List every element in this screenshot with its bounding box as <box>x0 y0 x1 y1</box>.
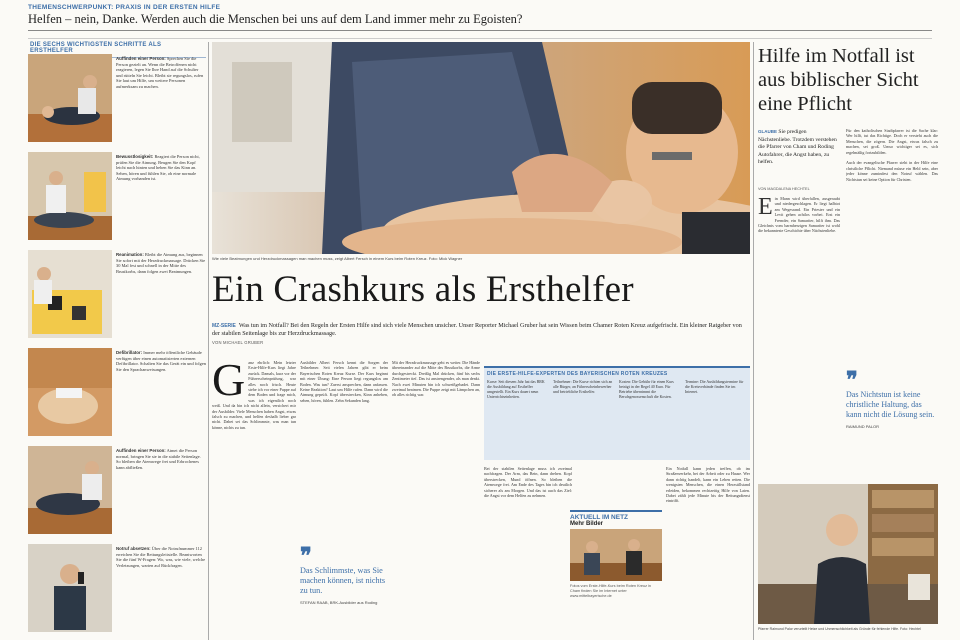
sidebar-column-1 <box>758 196 840 480</box>
masthead <box>28 4 932 27</box>
online-teaser-subheading: Mehr Bilder <box>570 521 604 527</box>
sidebar-photo <box>758 484 938 624</box>
sidebar-dropcap: E <box>758 196 773 220</box>
step-title: Notruf absetzen: <box>116 546 151 551</box>
body-text: Bei der stabilen Seitenlage muss ich zweimal nachfragen. Der Arm, das Bein, dann drehen. Kopf überstrecken, Mund öffnen. So bleiben die Atemwege frei. Am Ende des Tages bin ich deutlich sicherer als am Morgen. Und das ist auch das Ziel: die Angst vor dem Helfen zu nehmen. <box>484 466 572 499</box>
main-photo <box>212 42 750 254</box>
info-box-heading: DIE ERSTE-HILFE-EXPERTEN DES BAYERISCHEN ROTEN KREUZES <box>487 371 668 377</box>
sidebar-body-text: Für den katholischen Stadtpfarrer ist die Sache klar: Wer hilft, tut das Richtige. Doch er versteht auch die Menschen, die zögern. Die Angst, etwas falsch zu machen, sei groß. Umso wichtiger sei es, sich regelmäßig fortzubilden. <box>846 128 938 155</box>
sidebar-photo-caption: Pfarrer Raimund Palor verurteilt Hetze und Unmenschlichkeit als Gründe für fehlende Hilfe. Foto: Hechtel <box>758 627 921 631</box>
sidebar-article-tag: GLAUBE <box>758 129 777 134</box>
step-photo <box>28 250 112 338</box>
online-teaser-text: Fotos vom Erste-Hilfe-Kurs beim Roten Kreuz in Cham finden Sie im Internet unter www.mittelbayerische.de <box>570 584 652 598</box>
step-photo <box>28 348 112 436</box>
sidebar-column-2 <box>846 128 938 364</box>
body-column-4 <box>484 466 572 638</box>
body-text: Ausbilder Albert Fersch kennt die Sorgen der Teilnehmer. Seit vielen Jahren gibt er beim Bayerischen Roten Kreuz Kurse. Der Kurs beginnt mit einer Übung: Eine Person liegt regungslos am Boden. Was tun? Zuerst ansprechen, dann anfassen. Keine Reaktion? Laut um Hilfe rufen. Dann wird die Atmung geprüft. Kopf überstrecken, Kinn anheben, sehen, hören, fühlen. Zehn Sekunden lang. <box>300 360 388 403</box>
masthead-rule <box>28 30 932 31</box>
info-box-item: Teilnehmer: Die Kurse richten sich an alle Bürger, an Führerscheinbewerber und betriebliche Ersthelfer. <box>553 380 613 394</box>
step-photo <box>28 54 112 142</box>
sidebar-pull-quote <box>846 367 938 429</box>
info-box-item: Termine: Die Ausbildungstermine für die Kreisverbände finden Sie im Internet. <box>685 380 744 394</box>
step-description: Sprechen Sie die Person gezielt an. Wenn die Betroffenen nicht reagieren, legen Sie Ihre Hand auf die Schulter und rütteln Sie leicht. Bleibt sie regungslos, rufen Sie laut um Hilfe, um weitere Personen aufmerksam zu machen. <box>116 56 204 89</box>
step-title: Bewusstlosigkeit: <box>116 154 154 159</box>
column-divider <box>208 42 209 640</box>
online-teaser-box <box>570 510 662 634</box>
step-description: Immer mehr öffentliche Gebäude verfügen über einen automatisierten externen Defibrillator. Schalten Sie das Gerät ein und folgen Sie den Sprachanweisungen. <box>116 350 206 372</box>
step-item <box>28 152 206 244</box>
article-headline: Ein Crashkurs als Ersthelfer <box>212 269 634 310</box>
column-divider <box>753 42 754 640</box>
article-byline: VON MICHAEL GRUBER <box>212 340 264 345</box>
body-text: Ein Notfall kann jeden treffen, ob im Straßenverkehr, bei der Arbeit oder zu Hause. Wer dann richtig handelt, kann ein Leben retten. Die wenigsten Menschen, die einen Herzstillstand erleiden, bekommen rechtzeitig Hilfe von Laien. Dabei zählt jede Minute bis der Rettungsdienst eintrifft. <box>666 466 750 504</box>
top-headline: Helfen – nein, Danke. Werden auch die Menschen bei uns auf dem Land immer mehr zu Egoisten? <box>28 12 523 26</box>
pull-quote <box>300 543 388 605</box>
body-column-5 <box>666 466 750 638</box>
step-description: Reagiert die Person nicht, prüfen Sie die Atmung. Beugen Sie den Kopf leicht nach hinten und heben Sie das Kinn an. Sehen, hören und fühlen Sie, ob eine normale Atmung vorhanden ist. <box>116 154 200 182</box>
step-item <box>28 250 206 342</box>
step-item <box>28 348 206 440</box>
step-photo <box>28 152 112 240</box>
pull-quote-author: STEFAN RAAB, BRK-Ausbilder aus Roding <box>300 600 378 605</box>
step-description: Bleibt die Atmung aus, beginnen Sie sofort mit der Herzdruckmassage. Drücken Sie 30 Mal fest und schnell in der Mitte des Brustkorbs, dann folgen zwei Beatmungen. <box>116 252 206 274</box>
sidebar-article-teaser <box>758 128 840 167</box>
quote-mark-icon: ❞ <box>300 543 312 568</box>
pull-quote-text: Das Schlimmste, was Sie machen können, ist nichts zu tun. <box>300 566 386 595</box>
dropcap: G <box>212 360 246 405</box>
body-column-3 <box>392 360 480 638</box>
step-description: Über die Notrufnummer 112 erreichen Sie die Rettungsleitstelle. Beantworten Sie die fünf W-Fragen: Wo, was, wie viele, welche Verletzungen, warten auf Rückfragen. <box>116 546 206 568</box>
step-title: Defibrillator: <box>116 350 143 355</box>
body-text: anz ehrlich: Mein letzter Erste-Hilfe-Kurs liegt Jahre zurück. Damals, kurz vor der Führerscheinprüfung, war alles noch frisch. Heute stehe ich vor einer Puppe auf dem Boden und frage mich, was ich eigentlich noch weiß. Und da bin ich nicht allein, versichert mir der Ausbilder. Viele Menschen haben Angst, etwas falsch zu machen, und helfen deshalb lieber gar nicht. Dabei sei das Schlimmste, was man tun könne, nichts zu tun. <box>212 360 296 430</box>
sidebar-teaser-text: Sie predigen Nächstenliebe. Trotzdem verstehen die Pfarrer von Cham und Roding Autofahrer, die Angst haben, zu helfen. <box>758 129 837 165</box>
info-box-item: Kosten: Die Gebühr für einen Kurs beträgt in der Regel 40 Euro. Für Betriebe übernimmt die Berufsgenossenschaft die Kosten. <box>619 380 674 399</box>
online-teaser-photo <box>570 529 662 581</box>
series-tag: MZ-SERIE <box>212 323 236 329</box>
sidebar-article-byline: VON MAGDALENA HECHTEL <box>758 187 810 191</box>
body-column-2 <box>300 360 388 544</box>
teaser-text: Was tun im Notfall? Bei den Regeln der Ersten Hilfe sind sich viele Menschen unsicher. Unser Reporter Michael Gruber hat sein Wissen beim Chamer Roten Kreuz aufgefrischt. Ein kleiner Ratgeber von der stabilen Seitenlage bis zur Herzdruckmassage. <box>212 322 742 337</box>
sidebar-pull-quote-author: RAIMUND PALOR <box>846 424 880 429</box>
sidebar-body-text: Auch der evangelische Pfarrer sieht in der Hilfe eine christliche Pflicht. Niemand müsse ein Held sein, aber jeder könne zumindest den Notruf wählen. Das Nichtstun sei keine Option für Christen. <box>846 160 938 182</box>
step-item <box>28 544 206 636</box>
sidebar-pull-quote-text: Das Nichtstun ist keine christliche Haltung, das kann nicht die Lösung sein. <box>846 390 935 419</box>
step-title: Auffinden einer Person: <box>116 448 166 453</box>
steps-heading: DIE SECHS WICHTIGSTEN SCHRITTE ALS ERSTHELFER <box>28 42 206 58</box>
article-teaser <box>212 322 750 347</box>
online-teaser-heading: AKTUELL IM NETZ <box>570 514 629 521</box>
step-description: Atmet die Person normal, bringen Sie sie in die stabile Seitenlage. So bleiben die Atemwege frei und Erbrochenes kann abfließen. <box>116 448 201 470</box>
body-column-1 <box>212 360 296 638</box>
step-title: Reanimation: <box>116 252 144 257</box>
masthead-rule-2 <box>28 38 932 39</box>
step-item <box>28 54 206 146</box>
step-item <box>28 446 206 538</box>
photo-caption: Wie viele Beatmungen und Herzdruckmassagen man machen muss, zeigt Albert Fersch in einem Kurs beim Roten Kreuz. Foto: Mick Wagner <box>212 256 463 261</box>
step-title: Auffinden einer Person: <box>116 56 166 61</box>
sidebar-article-headline: Hilfe im Notfall ist aus biblischer Sicht eine Pflicht <box>758 45 919 115</box>
section-kicker: THEMENSCHWERPUNKT: PRAXIS IN DER ERSTEN HILFE <box>28 4 221 11</box>
sidebar-body-text: in Mann wird überfallen, ausgeraubt und niedergeschlagen. Er liegt halbtot am Wegesrand. Ein Priester und ein Levit gehen achtlos vorbei. Erst ein Fremder, ein Samariter, hilft ihm. Das Gleichnis vom barmherzigen Samariter ist wohl die bekannteste Geschichte über Nächstenliebe. <box>758 196 840 234</box>
body-text: Mit der Herzdruckmassage geht es weiter. Die Hände übereinander auf die Mitte des Brustkorbs, die Arme durchgestreckt. Dreißig Mal drücken, fünf bis sechs Zentimeter tief. Das ist anstrengender, als man denkt. Nach zwei Minuten bin ich schweißgebadet. Dann zweimal beatmen. Die Puppe zeigt mit Lämpchen an, ob alles richtig war. <box>392 360 480 398</box>
quote-mark-icon: ❞ <box>846 367 858 392</box>
step-photo <box>28 446 112 534</box>
info-box <box>484 366 750 460</box>
steps-sidebar <box>28 42 206 640</box>
step-photo <box>28 544 112 632</box>
info-box-item: Kurse: Seit diesem Jahr hat das BRK die Ausbildung auf Ersthelfer umgestellt. Ein Kurs dauert neun Unterrichtseinheiten. <box>487 380 545 399</box>
